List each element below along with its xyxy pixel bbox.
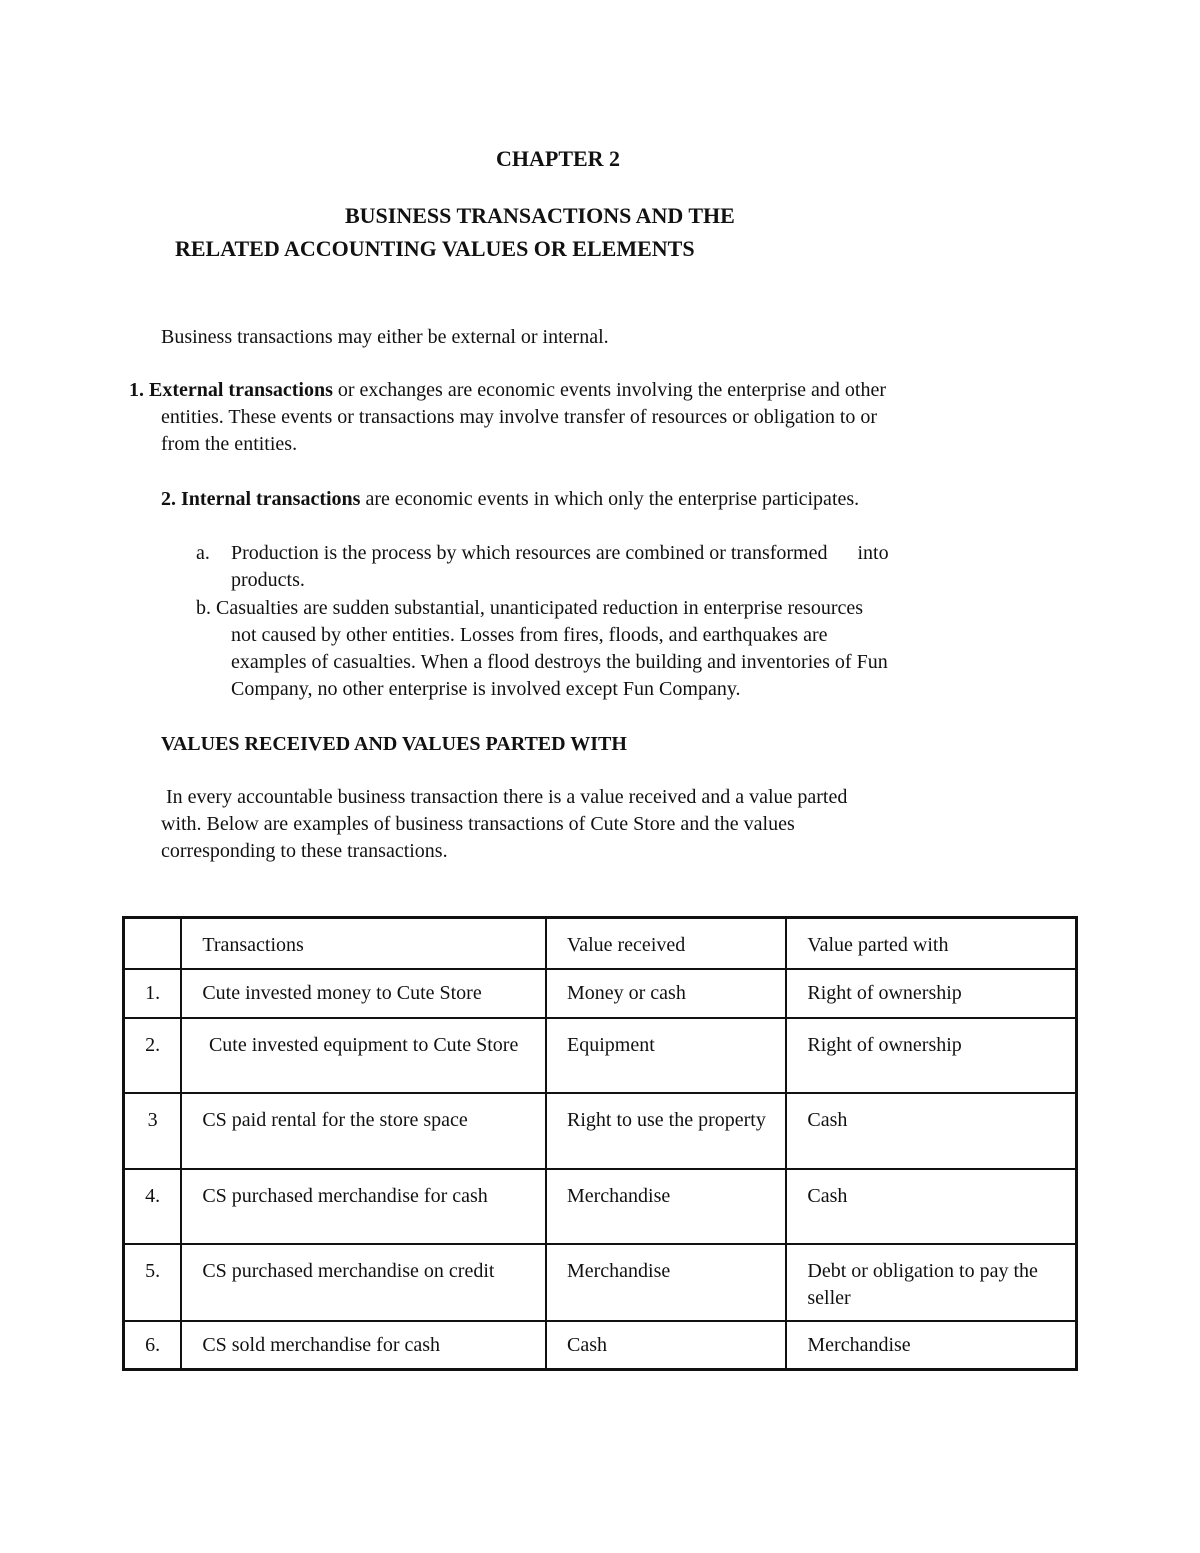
row-number: 1. (124, 969, 182, 1018)
row-value-received: Merchandise (546, 1244, 786, 1321)
row-value-parted: Debt or obligation to pay the seller (786, 1244, 1076, 1321)
chapter-number: CHAPTER 2 (496, 146, 621, 171)
row-value-received: Right to use the property (546, 1093, 786, 1169)
table-row (124, 1018, 1077, 1093)
item-b-line-2: not caused by other entities. Losses from fires, floods, and earthquakes are (231, 624, 828, 646)
row-value-parted: Right of ownership (786, 969, 1076, 1018)
external-term: External transactions (149, 379, 333, 401)
transactions-table (122, 916, 1078, 1371)
row-number: 3 (124, 1093, 182, 1169)
table-row (124, 969, 1077, 1018)
section-paragraph-line-2: with. Below are examples of business transactions of Cute Store and the values (161, 813, 795, 835)
row-transaction: CS purchased merchandise on credit (181, 1244, 546, 1321)
table-row (124, 1244, 1077, 1321)
row-transaction: CS sold merchandise for cash (181, 1321, 546, 1370)
row-value-parted: Right of ownership (786, 1018, 1076, 1093)
item-a-line-2: products. (231, 569, 305, 591)
row-value-received: Cash (546, 1321, 786, 1370)
row-transaction: CS paid rental for the store space (181, 1093, 546, 1169)
row-value-parted: Cash (786, 1093, 1076, 1169)
row-number: 4. (124, 1169, 182, 1244)
row-number: 6. (124, 1321, 182, 1370)
header-value-parted-with: Value parted with (786, 918, 1076, 969)
item-a-line-1: Production is the process by which resources are combined or transformed into (231, 542, 889, 564)
row-value-parted: Cash (786, 1169, 1076, 1244)
intro-paragraph: Business transactions may either be external or internal. (161, 326, 609, 348)
internal-number: 2. (161, 488, 176, 510)
row-transaction: Cute invested equipment to Cute Store (181, 1018, 546, 1093)
section-paragraph-line-1: In every accountable business transaction there is a value received and a value parted (161, 786, 848, 808)
table-row (124, 1093, 1077, 1169)
external-transactions-line-3: from the entities. (161, 433, 298, 455)
table-row (124, 1169, 1077, 1244)
external-line-1-text: or exchanges are economic events involving the enterprise and other (332, 379, 887, 401)
external-transactions-line-1 (129, 377, 886, 404)
item-b-line-1: b. Casualties are sudden substantial, unanticipated reduction in enterprise resources (196, 597, 864, 619)
internal-transactions-line (161, 486, 859, 513)
row-value-received: Equipment (546, 1018, 786, 1093)
row-value-received: Merchandise (546, 1169, 786, 1244)
row-number: 5. (124, 1244, 182, 1321)
item-b-line-3: examples of casualties. When a flood destroys the building and inventories of Fun (231, 651, 888, 673)
chapter-title-line-1: BUSINESS TRANSACTIONS AND THE (345, 203, 735, 228)
section-paragraph-line-3: corresponding to these transactions. (161, 840, 448, 862)
row-number: 2. (124, 1018, 182, 1093)
row-transaction: Cute invested money to Cute Store (181, 969, 546, 1018)
item-a-marker: a. (196, 542, 210, 564)
item-b-line-4: Company, no other enterprise is involved except Fun Company. (231, 678, 741, 700)
internal-text: are economic events in which only the enterprise participates. (360, 488, 860, 510)
header-number-cell (124, 918, 182, 969)
header-transactions: Transactions (181, 918, 546, 969)
row-transaction: CS purchased merchandise for cash (181, 1169, 546, 1244)
table-row (124, 1321, 1077, 1370)
internal-term: Internal transactions (181, 488, 361, 510)
table-header-row (124, 918, 1077, 969)
external-transactions-line-2: entities. These events or transactions may involve transfer of resources or obligation to or (161, 406, 878, 428)
chapter-title-line-2: RELATED ACCOUNTING VALUES OR ELEMENTS (175, 236, 695, 261)
row-value-parted: Merchandise (786, 1321, 1076, 1370)
row-value-received: Money or cash (546, 969, 786, 1018)
section-heading: VALUES RECEIVED AND VALUES PARTED WITH (161, 733, 627, 755)
header-value-received: Value received (546, 918, 786, 969)
external-number: 1. (129, 379, 144, 401)
